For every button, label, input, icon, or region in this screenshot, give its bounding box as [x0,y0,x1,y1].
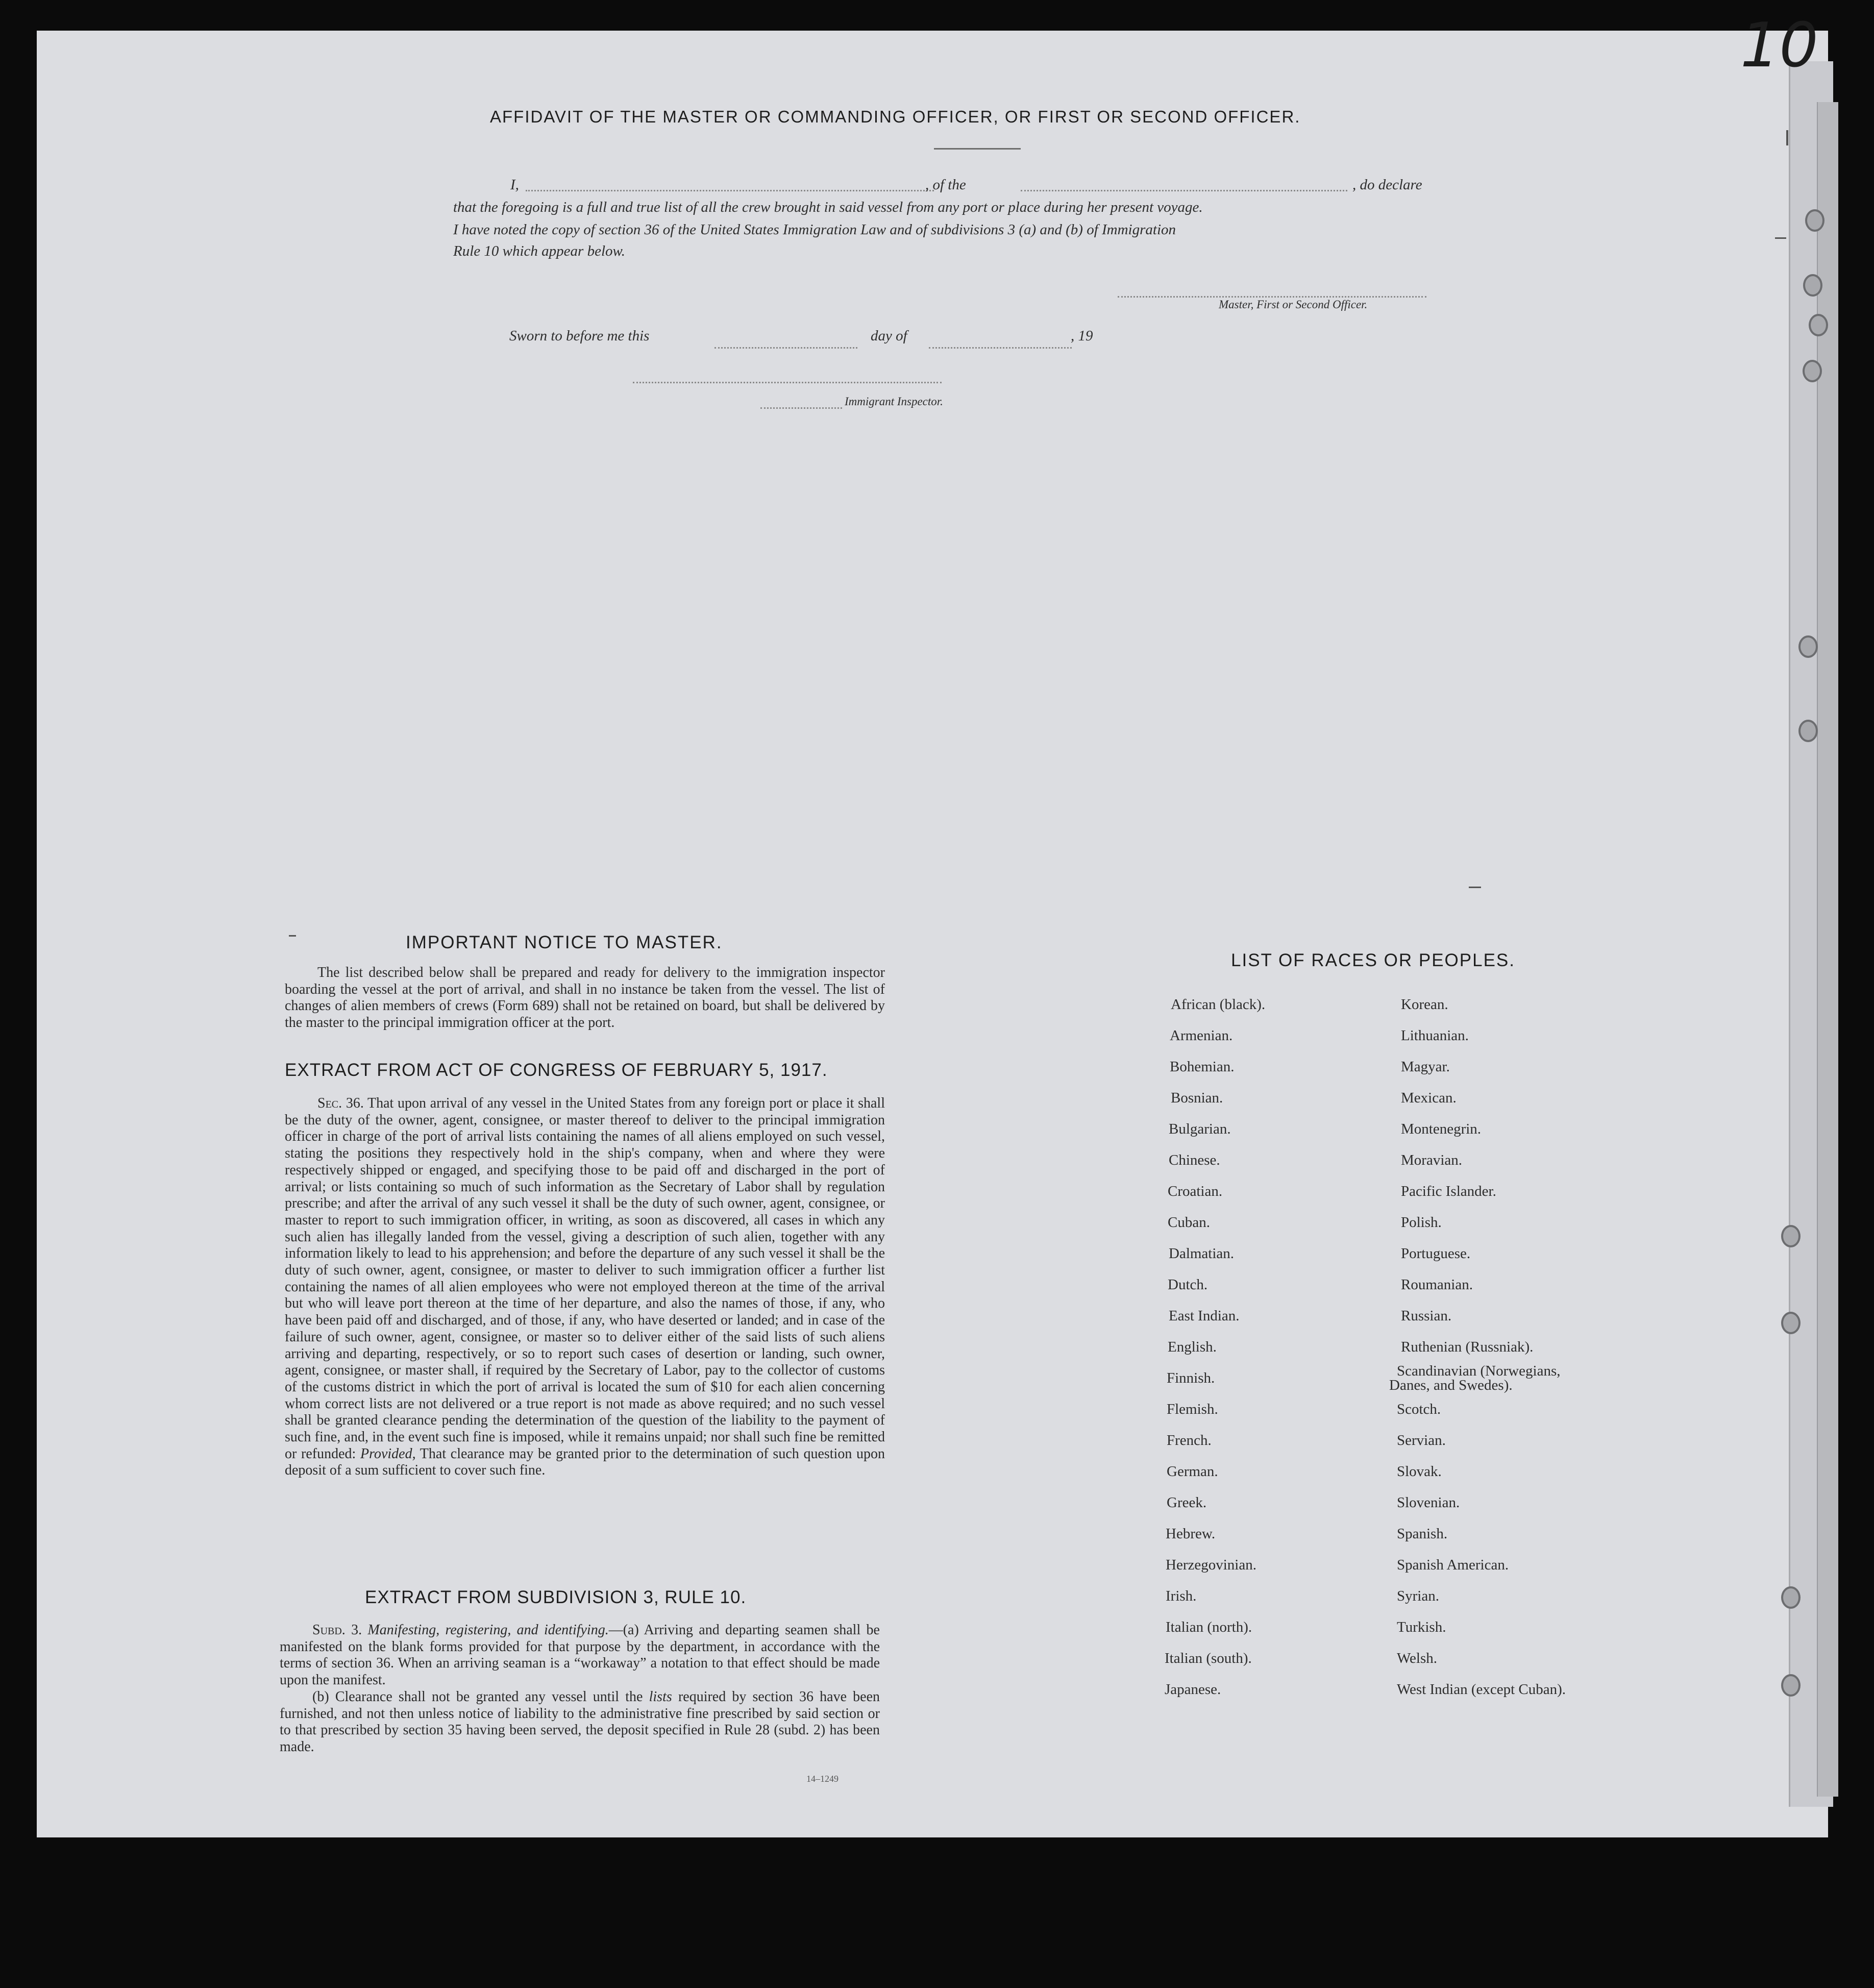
b-lists: lists [649,1688,672,1705]
blank-line [1021,190,1347,191]
binder-hole [1809,314,1828,336]
race-item: Ruthenian (Russniak). [1401,1339,1534,1355]
b-label: (b) [312,1688,329,1705]
race-item: Dutch. [1168,1277,1208,1293]
race-item: Japanese. [1165,1681,1221,1698]
race-item: Welsh. [1397,1650,1438,1666]
race-item: Polish. [1401,1214,1442,1231]
race-item: Korean. [1401,996,1448,1013]
signature-line [633,382,942,383]
subdivision-a [280,1622,880,1689]
races-title: LIST OF RACES OR PEOPLES. [1231,950,1516,970]
race-item: Portuguese. [1401,1245,1471,1262]
inspector-label: Immigrant Inspector. [845,395,943,408]
year-label: , 19 [1071,328,1093,344]
affidavit-title: AFFIDAVIT OF THE MASTER OR COMMANDING OFFICER, OR FIRST OR SECOND OFFICER. [490,107,1301,126]
affidavit-line-3: I have noted the copy of section 36 of the United States Immigration Law and of subdivisions 3 (a) and (b) of Immigration [453,222,1176,238]
extract-act-text [285,1095,885,1479]
a-label: —(a) [608,1622,639,1638]
race-item: Bohemian. [1170,1059,1235,1075]
race-item: Lithuanian. [1401,1027,1469,1044]
page-edge-back [1817,102,1838,1797]
mark [1786,130,1788,145]
divider [934,148,1021,150]
notice-text [285,965,885,1032]
section-text-end: That clearance may be granted prior to the determination of such question upon deposit of a sum sufficient to cover such fine. [285,1445,885,1479]
race-item: Croatian. [1168,1183,1223,1199]
race-item: Slovenian. [1397,1494,1460,1511]
race-item-continuation: Danes, and Swedes). [1389,1377,1513,1393]
day-of-label: day of [871,328,907,344]
blank-line [929,347,1072,349]
mark [1469,887,1481,888]
subd-heading: Manifesting, registering, and identifying. [367,1622,609,1638]
section-36-paragraph [285,1095,885,1479]
race-item: Spanish. [1397,1526,1448,1542]
race-item: Spanish American. [1397,1557,1509,1573]
blank-line [526,190,934,191]
signature-line [1118,296,1426,298]
extract-rule-title: EXTRACT FROM SUBDIVISION 3, RULE 10. [365,1587,747,1607]
race-item: Bulgarian. [1169,1121,1231,1137]
race-item: Scandinavian (Norwegians, [1397,1363,1561,1379]
section-label: Sec. 36. [317,1095,364,1111]
race-item: Greek. [1167,1494,1207,1511]
race-item: Scotch. [1397,1401,1441,1417]
notice-title: IMPORTANT NOTICE TO MASTER. [406,932,723,952]
binder-hole [1781,1225,1801,1247]
subdivision-b [280,1689,880,1756]
mark [289,935,296,937]
race-item: Italian (north). [1166,1619,1252,1635]
race-item: Bosnian. [1171,1090,1223,1106]
race-item: Armenian. [1170,1027,1233,1044]
race-item: Roumanian. [1401,1277,1473,1293]
race-item: Moravian. [1401,1152,1462,1168]
race-item: West Indian (except Cuban). [1397,1681,1566,1698]
document-page [37,31,1828,1837]
race-item: Syrian. [1397,1588,1439,1604]
binder-hole [1781,1586,1801,1609]
notice-paragraph: The list described below shall be prepared and ready for delivery to the immigration inspector boarding the vessel at the port of arrival, and shall in no instance be taken from the vessel. The list of changes of alien members of crews (Form 689) shall not be retained on board, but shall be delivered by the master to the principal immigration officer at the port. [285,965,885,1031]
signature-label: Master, First or Second Officer. [1219,298,1368,311]
affidavit-of-the: , of the [925,177,966,193]
race-item: German. [1167,1463,1218,1480]
binder-hole [1803,360,1822,382]
extract-rule-text [280,1622,880,1756]
race-item: Pacific Islander. [1401,1183,1496,1199]
binder-hole [1781,1312,1801,1334]
race-item: Herzegovinian. [1166,1557,1256,1573]
race-item: Russian. [1401,1308,1452,1324]
race-item: Slovak. [1397,1463,1442,1480]
affidavit-line-4: Rule 10 which appear below. [453,243,625,259]
race-item: Italian (south). [1165,1650,1252,1666]
affidavit-line-2: that the foregoing is a full and true list of all the crew brought in said vessel from any port or place during her present voyage. [453,199,1203,215]
form-number: 14–1249 [806,1774,839,1784]
subd-label: Subd. 3. [312,1622,362,1638]
extract-act-title: EXTRACT FROM ACT OF CONGRESS OF FEBRUARY 5, 1917. [285,1060,828,1080]
race-item: Turkish. [1397,1619,1446,1635]
blank-line [714,347,857,349]
race-item: French. [1167,1432,1212,1449]
race-item: Magyar. [1401,1059,1450,1075]
race-item: Dalmatian. [1169,1245,1235,1262]
sworn-label: Sworn to before me this [509,328,650,344]
race-item: Chinese. [1169,1152,1220,1168]
race-item: Servian. [1397,1432,1446,1449]
a-text: Arriving and departing seamen shall be manifested on the blank forms provided for that purpose by the department, in accordance with the terms of section 36. When an arriving seaman is a “workaway” a notation to that effect should be made upon the manifest. [280,1622,880,1688]
binder-hole [1781,1674,1801,1697]
affidavit-do-declare: , do declare [1352,177,1422,193]
b-text-2: required by section 36 have been furnished, and not then unless notice of liability to the administrative fine prescribed by said section or to that prescribed by section 35 having been served, the deposit specified in Rule 28 (subd. 2) has been made. [280,1688,880,1755]
race-item: English. [1168,1339,1217,1355]
provided-label: Provided, [360,1445,416,1462]
affidavit-declarant-label: I, [510,177,519,193]
race-item: Irish. [1166,1588,1197,1604]
race-item: Cuban. [1168,1214,1210,1231]
race-item: Montenegrin. [1401,1121,1482,1137]
section-text: That upon arrival of any vessel in the United States from any foreign port or place it shall be the duty of the owner, agent, consignee, or master thereof to deliver to the principal immigration officer in charge of the port of arrival lists containing the names of all aliens employed on such vessel, stating the positions they respectively hold in the ship's company, when and where they were respectively shipped or engaged, and specifying those to be paid off and discharged in the port of arrival; or lists containing so much of such information as the Secretary of Labor shall by regulation prescribe; and after the arrival of any such vessel it shall be the duty of such owner, agent, consignee, or master to report to such immigration officer, in writing, as soon as discovered, all cases in which any such alien has illegally landed from the vessel, giving a description of such alien, together with any information likely to lead to his apprehension; and before the departure of any such vessel it shall be the duty of such owner, agent, consignee, or master to deliver to such immigration officer a further list containing the names of all alien employees who were not employed thereon at the time of the arrival but who will leave port thereon at the time of her departure, and also the names of those, if any, who have been paid off and discharged, and of those, if any, who have deserted or landed; and in case of the failure of such owner, agent, consignee, or master so to deliver either of the said lists of such aliens arriving and departing, respectively, or so to report such cases of desertion or landing, such owner, agent, consignee, or master shall, if required by the Secretary of Labor, pay to the collector of customs of the customs district in which the port of arrival is located the sum of $10 for each alien concerning whom correct lists are not delivered or a true report is not made as above required; and no such vessel shall be granted clearance pending the determination of the question of the liability to the payment of such fine, and, in the event such fine is imposed, while it remains unpaid; nor shall such fine be remitted or refunded: [285,1095,885,1462]
page-number: 10 [1740,10,1818,81]
race-item: Hebrew. [1166,1526,1216,1542]
binder-hole [1798,720,1818,742]
mark [1775,237,1786,239]
race-item: East Indian. [1169,1308,1240,1324]
race-item: Mexican. [1401,1090,1457,1106]
race-item: African (black). [1171,996,1266,1013]
binder-hole [1805,209,1824,232]
binder-hole [1798,635,1818,658]
b-text-1: Clearance shall not be granted any vessel until the [335,1688,643,1705]
binder-hole [1803,274,1822,297]
race-item: Flemish. [1167,1401,1218,1417]
race-item: Finnish. [1167,1370,1215,1386]
blank-line [760,407,842,409]
